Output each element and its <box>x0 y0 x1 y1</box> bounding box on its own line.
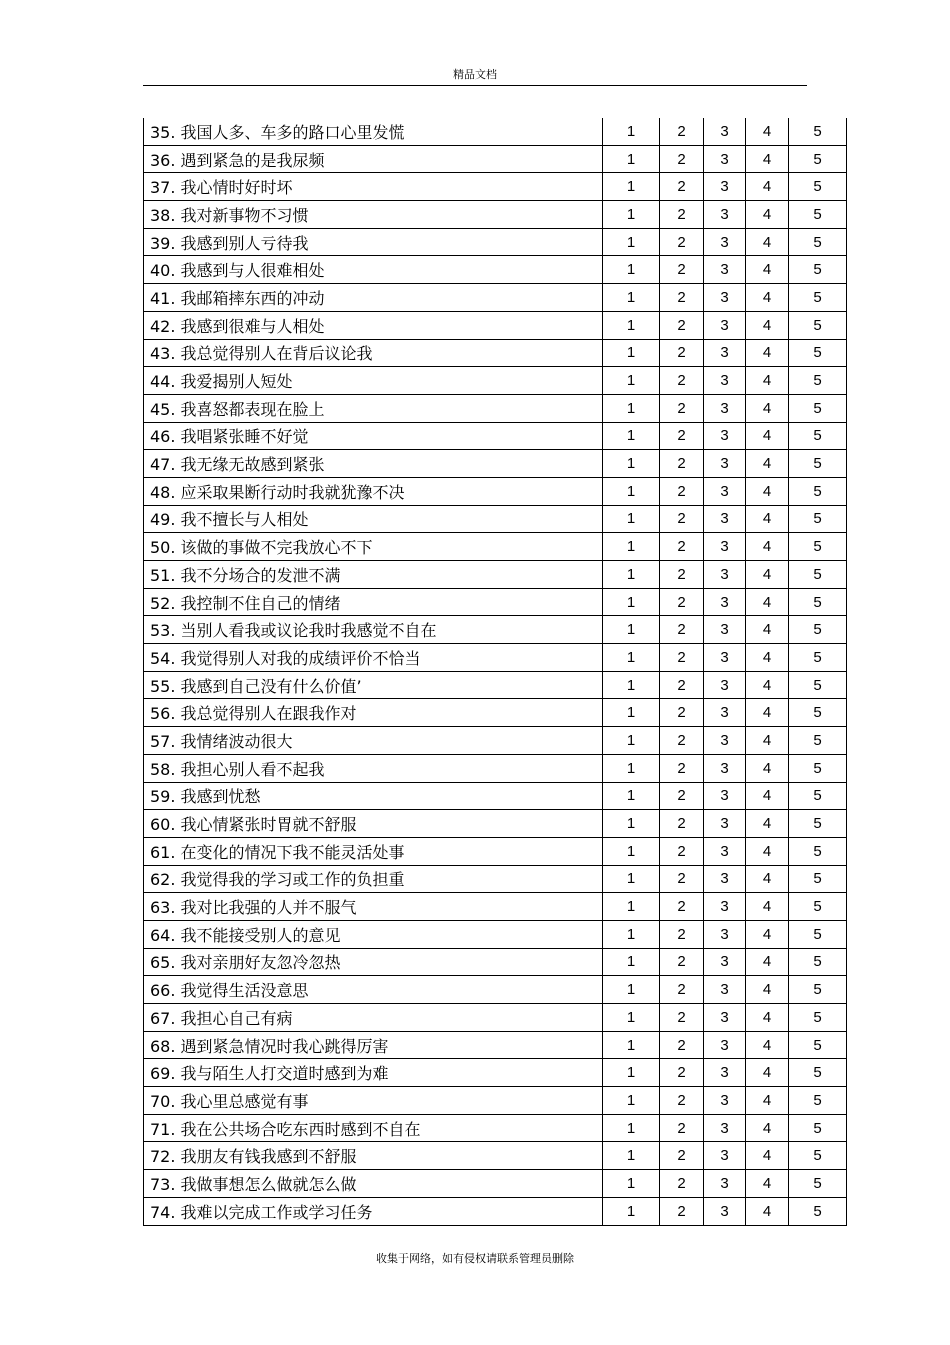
rating-option-5[interactable]: 5 <box>789 284 847 312</box>
rating-option-4[interactable]: 4 <box>746 228 789 256</box>
rating-option-3[interactable]: 3 <box>704 450 746 478</box>
rating-option-1[interactable]: 1 <box>603 311 660 339</box>
rating-option-5[interactable]: 5 <box>789 976 847 1004</box>
item-statement: 49. 我不擅长与人相处 <box>144 505 603 533</box>
rating-option-5[interactable]: 5 <box>789 948 847 976</box>
rating-option-2[interactable]: 2 <box>660 837 704 865</box>
rating-option-1[interactable]: 1 <box>603 754 660 782</box>
rating-option-5[interactable]: 5 <box>789 422 847 450</box>
item-statement: 50. 该做的事做不完我放心不下 <box>144 533 603 561</box>
table-row <box>144 948 847 976</box>
rating-option-3[interactable]: 3 <box>704 893 746 921</box>
table-row <box>144 450 847 478</box>
table-row <box>144 671 847 699</box>
rating-option-2[interactable]: 2 <box>660 145 704 173</box>
rating-option-1[interactable]: 1 <box>603 727 660 755</box>
rating-option-4[interactable]: 4 <box>746 754 789 782</box>
rating-option-4[interactable]: 4 <box>746 644 789 672</box>
rating-option-4[interactable]: 4 <box>746 477 789 505</box>
rating-option-4[interactable]: 4 <box>746 1142 789 1170</box>
item-statement: 56. 我总觉得别人在跟我作对 <box>144 699 603 727</box>
rating-option-1[interactable]: 1 <box>603 616 660 644</box>
rating-option-5[interactable]: 5 <box>789 118 847 145</box>
rating-option-1[interactable]: 1 <box>603 671 660 699</box>
rating-option-5[interactable]: 5 <box>789 782 847 810</box>
rating-option-3[interactable]: 3 <box>704 533 746 561</box>
rating-option-4[interactable]: 4 <box>746 367 789 395</box>
rating-option-2[interactable]: 2 <box>660 1087 704 1115</box>
rating-option-3[interactable]: 3 <box>704 810 746 838</box>
table-row <box>144 394 847 422</box>
rating-option-3[interactable]: 3 <box>704 727 746 755</box>
table-row <box>144 616 847 644</box>
item-statement: 45. 我喜怒都表现在脸上 <box>144 394 603 422</box>
rating-option-3[interactable]: 3 <box>704 339 746 367</box>
rating-option-4[interactable]: 4 <box>746 616 789 644</box>
table-row <box>144 865 847 893</box>
rating-option-3[interactable]: 3 <box>704 311 746 339</box>
item-statement: 63. 我对比我强的人并不服气 <box>144 893 603 921</box>
item-statement: 42. 我感到很难与人相处 <box>144 311 603 339</box>
rating-option-5[interactable]: 5 <box>789 754 847 782</box>
table-row <box>144 1059 847 1087</box>
rating-option-4[interactable]: 4 <box>746 394 789 422</box>
rating-option-4[interactable]: 4 <box>746 865 789 893</box>
rating-option-2[interactable]: 2 <box>660 118 704 145</box>
item-statement: 51. 我不分场合的发泄不满 <box>144 561 603 589</box>
rating-option-3[interactable]: 3 <box>704 505 746 533</box>
item-statement: 73. 我做事想怎么做就怎么做 <box>144 1170 603 1198</box>
table-row <box>144 1004 847 1032</box>
item-statement: 55. 我感到自己没有什么价值’ <box>144 671 603 699</box>
item-statement: 65. 我对亲朋好友忽冷忽热 <box>144 948 603 976</box>
rating-option-3[interactable]: 3 <box>704 422 746 450</box>
rating-option-2[interactable]: 2 <box>660 477 704 505</box>
rating-option-4[interactable]: 4 <box>746 727 789 755</box>
table-row <box>144 920 847 948</box>
rating-option-3[interactable]: 3 <box>704 477 746 505</box>
rating-option-1[interactable]: 1 <box>603 644 660 672</box>
rating-option-4[interactable]: 4 <box>746 1004 789 1032</box>
rating-option-2[interactable]: 2 <box>660 1197 704 1225</box>
rating-option-2[interactable]: 2 <box>660 284 704 312</box>
rating-option-1[interactable]: 1 <box>603 1059 660 1087</box>
rating-option-2[interactable]: 2 <box>660 1031 704 1059</box>
rating-option-5[interactable]: 5 <box>789 367 847 395</box>
rating-option-3[interactable]: 3 <box>704 118 746 145</box>
rating-option-2[interactable]: 2 <box>660 699 704 727</box>
rating-option-5[interactable]: 5 <box>789 561 847 589</box>
rating-option-5[interactable]: 5 <box>789 699 847 727</box>
rating-option-2[interactable]: 2 <box>660 533 704 561</box>
table-row <box>144 1087 847 1115</box>
item-statement: 61. 在变化的情况下我不能灵活处事 <box>144 837 603 865</box>
item-statement: 41. 我邮箱摔东西的冲动 <box>144 284 603 312</box>
rating-option-5[interactable]: 5 <box>789 865 847 893</box>
table-row <box>144 893 847 921</box>
table-row <box>144 727 847 755</box>
rating-option-2[interactable]: 2 <box>660 201 704 229</box>
item-statement: 35. 我国人多、车多的路口心里发慌 <box>144 118 603 145</box>
rating-option-2[interactable]: 2 <box>660 754 704 782</box>
rating-option-1[interactable]: 1 <box>603 948 660 976</box>
rating-option-1[interactable]: 1 <box>603 394 660 422</box>
rating-option-3[interactable]: 3 <box>704 616 746 644</box>
rating-option-5[interactable]: 5 <box>789 311 847 339</box>
table-row <box>144 644 847 672</box>
rating-option-3[interactable]: 3 <box>704 1059 746 1087</box>
table-row <box>144 118 847 145</box>
rating-option-4[interactable]: 4 <box>746 256 789 284</box>
rating-option-1[interactable]: 1 <box>603 920 660 948</box>
item-statement: 54. 我觉得别人对我的成绩评价不恰当 <box>144 644 603 672</box>
rating-option-2[interactable]: 2 <box>660 394 704 422</box>
table-row <box>144 367 847 395</box>
rating-option-1[interactable]: 1 <box>603 782 660 810</box>
rating-option-5[interactable]: 5 <box>789 644 847 672</box>
rating-option-1[interactable]: 1 <box>603 118 660 145</box>
rating-option-4[interactable]: 4 <box>746 588 789 616</box>
table-row <box>144 339 847 367</box>
rating-option-5[interactable]: 5 <box>789 1087 847 1115</box>
item-statement: 48. 应采取果断行动时我就犹豫不决 <box>144 477 603 505</box>
item-statement: 53. 当别人看我或议论我时我感觉不自在 <box>144 616 603 644</box>
rating-option-2[interactable]: 2 <box>660 948 704 976</box>
table-row <box>144 1031 847 1059</box>
item-statement: 62. 我觉得我的学习或工作的负担重 <box>144 865 603 893</box>
rating-option-3[interactable]: 3 <box>704 201 746 229</box>
rating-option-5[interactable]: 5 <box>789 920 847 948</box>
rating-option-1[interactable]: 1 <box>603 201 660 229</box>
item-statement: 70. 我心里总感觉有事 <box>144 1087 603 1115</box>
rating-option-3[interactable]: 3 <box>704 782 746 810</box>
rating-option-4[interactable]: 4 <box>746 145 789 173</box>
rating-option-2[interactable]: 2 <box>660 810 704 838</box>
table-row <box>144 699 847 727</box>
rating-option-3[interactable]: 3 <box>704 976 746 1004</box>
rating-option-1[interactable]: 1 <box>603 588 660 616</box>
rating-option-3[interactable]: 3 <box>704 837 746 865</box>
page-header: 精品文档 <box>453 68 497 81</box>
table-row <box>144 561 847 589</box>
rating-option-4[interactable]: 4 <box>746 1031 789 1059</box>
rating-option-1[interactable]: 1 <box>603 837 660 865</box>
table-row <box>144 1197 847 1225</box>
item-statement: 52. 我控制不住自己的情绪 <box>144 588 603 616</box>
rating-option-4[interactable]: 4 <box>746 311 789 339</box>
rating-option-3[interactable]: 3 <box>704 948 746 976</box>
rating-option-2[interactable]: 2 <box>660 367 704 395</box>
rating-option-2[interactable]: 2 <box>660 782 704 810</box>
item-statement: 58. 我担心别人看不起我 <box>144 754 603 782</box>
rating-option-3[interactable]: 3 <box>704 1170 746 1198</box>
rating-option-1[interactable]: 1 <box>603 505 660 533</box>
rating-option-2[interactable]: 2 <box>660 644 704 672</box>
rating-option-1[interactable]: 1 <box>603 367 660 395</box>
rating-option-1[interactable]: 1 <box>603 477 660 505</box>
table-row <box>144 422 847 450</box>
rating-option-2[interactable]: 2 <box>660 976 704 1004</box>
rating-option-4[interactable]: 4 <box>746 1114 789 1142</box>
table-row <box>144 1142 847 1170</box>
item-statement: 39. 我感到别人亏待我 <box>144 228 603 256</box>
questionnaire-body <box>144 118 847 1225</box>
item-statement: 69. 我与陌生人打交道时感到为难 <box>144 1059 603 1087</box>
rating-option-1[interactable]: 1 <box>603 976 660 1004</box>
rating-option-1[interactable]: 1 <box>603 1087 660 1115</box>
table-row <box>144 1170 847 1198</box>
rating-option-2[interactable]: 2 <box>660 561 704 589</box>
rating-option-3[interactable]: 3 <box>704 367 746 395</box>
rating-option-1[interactable]: 1 <box>603 228 660 256</box>
rating-option-4[interactable]: 4 <box>746 284 789 312</box>
rating-option-5[interactable]: 5 <box>789 505 847 533</box>
table-row <box>144 782 847 810</box>
rating-option-2[interactable]: 2 <box>660 1059 704 1087</box>
rating-option-5[interactable]: 5 <box>789 1031 847 1059</box>
rating-option-1[interactable]: 1 <box>603 1170 660 1198</box>
table-row <box>144 533 847 561</box>
rating-option-4[interactable]: 4 <box>746 561 789 589</box>
rating-option-1[interactable]: 1 <box>603 450 660 478</box>
rating-option-4[interactable]: 4 <box>746 1059 789 1087</box>
rating-option-2[interactable]: 2 <box>660 727 704 755</box>
rating-option-4[interactable]: 4 <box>746 948 789 976</box>
rating-option-2[interactable]: 2 <box>660 920 704 948</box>
rating-option-3[interactable]: 3 <box>704 145 746 173</box>
table-row <box>144 1114 847 1142</box>
rating-option-3[interactable]: 3 <box>704 1087 746 1115</box>
rating-option-2[interactable]: 2 <box>660 1170 704 1198</box>
rating-option-3[interactable]: 3 <box>704 173 746 201</box>
rating-option-3[interactable]: 3 <box>704 588 746 616</box>
rating-option-5[interactable]: 5 <box>789 616 847 644</box>
table-row <box>144 837 847 865</box>
rating-option-5[interactable]: 5 <box>789 339 847 367</box>
table-row <box>144 145 847 173</box>
table-row <box>144 228 847 256</box>
rating-option-4[interactable]: 4 <box>746 118 789 145</box>
item-statement: 74. 我难以完成工作或学习任务 <box>144 1197 603 1225</box>
rating-option-4[interactable]: 4 <box>746 976 789 1004</box>
page-footer: 收集于网络，如有侵权请联系管理员删除 <box>376 1252 574 1265</box>
item-statement: 37. 我心情时好时坏 <box>144 173 603 201</box>
rating-option-5[interactable]: 5 <box>789 450 847 478</box>
table-row <box>144 976 847 1004</box>
rating-option-4[interactable]: 4 <box>746 920 789 948</box>
rating-option-3[interactable]: 3 <box>704 561 746 589</box>
table-row <box>144 505 847 533</box>
item-statement: 59. 我感到忧愁 <box>144 782 603 810</box>
rating-option-2[interactable]: 2 <box>660 505 704 533</box>
rating-option-3[interactable]: 3 <box>704 228 746 256</box>
rating-option-1[interactable]: 1 <box>603 1142 660 1170</box>
rating-option-1[interactable]: 1 <box>603 339 660 367</box>
rating-option-1[interactable]: 1 <box>603 422 660 450</box>
rating-option-5[interactable]: 5 <box>789 671 847 699</box>
rating-option-4[interactable]: 4 <box>746 893 789 921</box>
rating-option-2[interactable]: 2 <box>660 616 704 644</box>
item-statement: 64. 我不能接受别人的意见 <box>144 920 603 948</box>
item-statement: 44. 我爱揭别人短处 <box>144 367 603 395</box>
rating-option-4[interactable]: 4 <box>746 533 789 561</box>
item-statement: 67. 我担心自己有病 <box>144 1004 603 1032</box>
rating-option-4[interactable]: 4 <box>746 810 789 838</box>
rating-option-1[interactable]: 1 <box>603 1004 660 1032</box>
rating-option-5[interactable]: 5 <box>789 477 847 505</box>
rating-option-5[interactable]: 5 <box>789 173 847 201</box>
rating-option-4[interactable]: 4 <box>746 422 789 450</box>
item-statement: 38. 我对新事物不习惯 <box>144 201 603 229</box>
rating-option-1[interactable]: 1 <box>603 145 660 173</box>
rating-option-4[interactable]: 4 <box>746 450 789 478</box>
item-statement: 43. 我总觉得别人在背后议论我 <box>144 339 603 367</box>
rating-option-1[interactable]: 1 <box>603 699 660 727</box>
rating-option-2[interactable]: 2 <box>660 256 704 284</box>
rating-option-3[interactable]: 3 <box>704 1142 746 1170</box>
item-statement: 60. 我心情紧张时胃就不舒服 <box>144 810 603 838</box>
rating-option-1[interactable]: 1 <box>603 561 660 589</box>
rating-option-3[interactable]: 3 <box>704 256 746 284</box>
rating-option-1[interactable]: 1 <box>603 1114 660 1142</box>
rating-option-2[interactable]: 2 <box>660 450 704 478</box>
rating-option-3[interactable]: 3 <box>704 865 746 893</box>
rating-option-2[interactable]: 2 <box>660 311 704 339</box>
rating-option-5[interactable]: 5 <box>789 1059 847 1087</box>
rating-option-5[interactable]: 5 <box>789 837 847 865</box>
rating-option-2[interactable]: 2 <box>660 228 704 256</box>
rating-option-2[interactable]: 2 <box>660 422 704 450</box>
rating-option-4[interactable]: 4 <box>746 201 789 229</box>
rating-option-1[interactable]: 1 <box>603 173 660 201</box>
table-row <box>144 810 847 838</box>
rating-option-5[interactable]: 5 <box>789 201 847 229</box>
rating-option-4[interactable]: 4 <box>746 1197 789 1225</box>
rating-option-2[interactable]: 2 <box>660 1114 704 1142</box>
rating-option-5[interactable]: 5 <box>789 1170 847 1198</box>
rating-option-5[interactable]: 5 <box>789 1004 847 1032</box>
rating-option-3[interactable]: 3 <box>704 1031 746 1059</box>
rating-option-4[interactable]: 4 <box>746 782 789 810</box>
rating-option-2[interactable]: 2 <box>660 588 704 616</box>
item-statement: 40. 我感到与人很难相处 <box>144 256 603 284</box>
rating-option-2[interactable]: 2 <box>660 173 704 201</box>
rating-option-4[interactable]: 4 <box>746 1087 789 1115</box>
rating-option-3[interactable]: 3 <box>704 284 746 312</box>
rating-option-2[interactable]: 2 <box>660 339 704 367</box>
rating-option-5[interactable]: 5 <box>789 533 847 561</box>
item-statement: 47. 我无缘无故感到紧张 <box>144 450 603 478</box>
questionnaire-table <box>143 118 847 1226</box>
rating-option-2[interactable]: 2 <box>660 1142 704 1170</box>
rating-option-1[interactable]: 1 <box>603 893 660 921</box>
rating-option-5[interactable]: 5 <box>789 893 847 921</box>
item-statement: 71. 我在公共场合吃东西时感到不自在 <box>144 1114 603 1142</box>
rating-option-1[interactable]: 1 <box>603 865 660 893</box>
rating-option-4[interactable]: 4 <box>746 699 789 727</box>
table-row <box>144 284 847 312</box>
rating-option-5[interactable]: 5 <box>789 394 847 422</box>
table-row <box>144 311 847 339</box>
rating-option-3[interactable]: 3 <box>704 699 746 727</box>
rating-option-1[interactable]: 1 <box>603 1197 660 1225</box>
rating-option-5[interactable]: 5 <box>789 1142 847 1170</box>
rating-option-2[interactable]: 2 <box>660 1004 704 1032</box>
rating-option-1[interactable]: 1 <box>603 256 660 284</box>
table-row <box>144 477 847 505</box>
rating-option-3[interactable]: 3 <box>704 394 746 422</box>
table-row <box>144 173 847 201</box>
rating-option-5[interactable]: 5 <box>789 810 847 838</box>
rating-option-1[interactable]: 1 <box>603 533 660 561</box>
item-statement: 36. 遇到紧急的是我尿频 <box>144 145 603 173</box>
table-row <box>144 256 847 284</box>
rating-option-3[interactable]: 3 <box>704 1197 746 1225</box>
rating-option-4[interactable]: 4 <box>746 339 789 367</box>
rating-option-4[interactable]: 4 <box>746 671 789 699</box>
item-statement: 72. 我朋友有钱我感到不舒服 <box>144 1142 603 1170</box>
rating-option-3[interactable]: 3 <box>704 1004 746 1032</box>
item-statement: 66. 我觉得生活没意思 <box>144 976 603 1004</box>
item-statement: 46. 我唱紧张睡不好觉 <box>144 422 603 450</box>
rating-option-1[interactable]: 1 <box>603 284 660 312</box>
rating-option-3[interactable]: 3 <box>704 920 746 948</box>
rating-option-3[interactable]: 3 <box>704 644 746 672</box>
rating-option-4[interactable]: 4 <box>746 837 789 865</box>
rating-option-5[interactable]: 5 <box>789 256 847 284</box>
rating-option-2[interactable]: 2 <box>660 893 704 921</box>
item-statement: 68. 遇到紧急情况时我心跳得厉害 <box>144 1031 603 1059</box>
rating-option-4[interactable]: 4 <box>746 173 789 201</box>
rating-option-3[interactable]: 3 <box>704 671 746 699</box>
rating-option-5[interactable]: 5 <box>789 145 847 173</box>
rating-option-4[interactable]: 4 <box>746 505 789 533</box>
rating-option-5[interactable]: 5 <box>789 228 847 256</box>
table-row <box>144 201 847 229</box>
rating-option-5[interactable]: 5 <box>789 1114 847 1142</box>
rating-option-3[interactable]: 3 <box>704 1114 746 1142</box>
rating-option-5[interactable]: 5 <box>789 588 847 616</box>
rating-option-4[interactable]: 4 <box>746 1170 789 1198</box>
rating-option-5[interactable]: 5 <box>789 727 847 755</box>
rating-option-3[interactable]: 3 <box>704 754 746 782</box>
rating-option-1[interactable]: 1 <box>603 810 660 838</box>
item-statement: 57. 我情绪波动很大 <box>144 727 603 755</box>
rating-option-1[interactable]: 1 <box>603 1031 660 1059</box>
table-row <box>144 588 847 616</box>
rating-option-2[interactable]: 2 <box>660 865 704 893</box>
rating-option-2[interactable]: 2 <box>660 671 704 699</box>
rating-option-5[interactable]: 5 <box>789 1197 847 1225</box>
table-row <box>144 754 847 782</box>
header-divider <box>143 85 807 86</box>
